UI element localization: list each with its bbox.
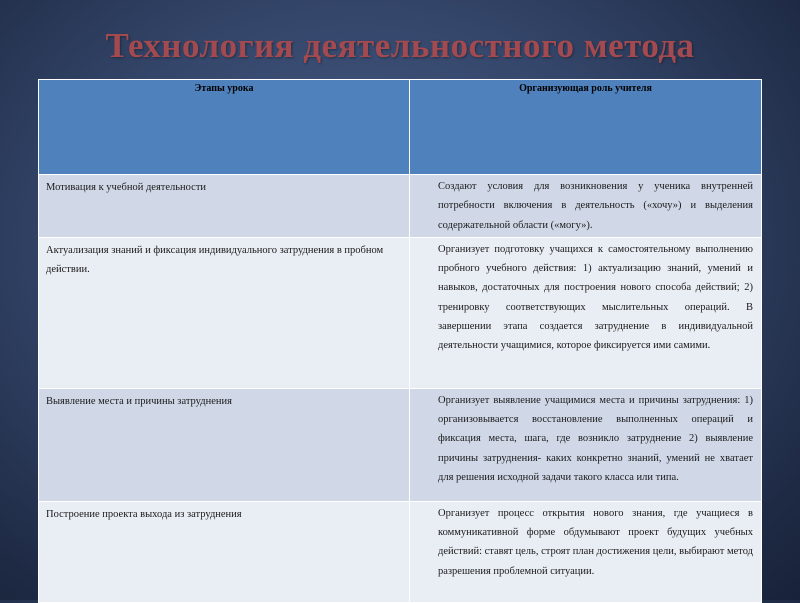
stage-cell: Актуализация знаний и фиксация индивидуального затруднения в пробном действии. <box>39 237 410 388</box>
table-row <box>39 237 762 388</box>
slide-title: Технология деятельностного метода <box>105 26 695 65</box>
stage-cell: Мотивация к учебной деятельности <box>39 175 410 238</box>
table-row <box>39 175 762 238</box>
lesson-stages-table <box>38 79 762 603</box>
header-lesson-stages: Этапы урока <box>39 80 410 175</box>
role-cell: Организует процесс открытия нового знания, где учащиеся в коммуникативной форме обдумывают проект будущих учебных действий: ставят цель, строят план достижения цели, выбирают метод разрешения проблемной ситуации. <box>410 501 762 602</box>
stage-cell: Построение проекта выхода из затруднения <box>39 501 410 602</box>
header-teacher-role: Организующая роль учителя <box>410 80 762 175</box>
role-cell: Организует выявление учащимися места и причины затруднения: 1) организовывается восстановление выполненных операций и фиксация места, шага, где возникло затруднение 2) выявление причины затруднения- каких конкретно знаний, умений не хватает для решения исходной задачи такого класса или типа. <box>410 388 762 501</box>
stage-cell: Выявление места и причины затруднения <box>39 388 410 501</box>
table-header-row <box>39 80 762 175</box>
table-row <box>39 388 762 501</box>
table-row <box>39 501 762 602</box>
role-cell: Создают условия для возникновения у ученика внутренней потребности включения в деятельность («хочу») и выделения содержательной области («могу»). <box>410 175 762 238</box>
role-cell: Организует подготовку учащихся к самостоятельному выполнению пробного учебного действия: 1) актуализацию знаний, умений и навыков, достаточных для построения нового способа действий; 2) тренировку соответствующих мыслительных операций. В завершении этапа создается затруднение в индивидуальной деятельности учащимися, которое фиксируется ими самими. <box>410 237 762 388</box>
